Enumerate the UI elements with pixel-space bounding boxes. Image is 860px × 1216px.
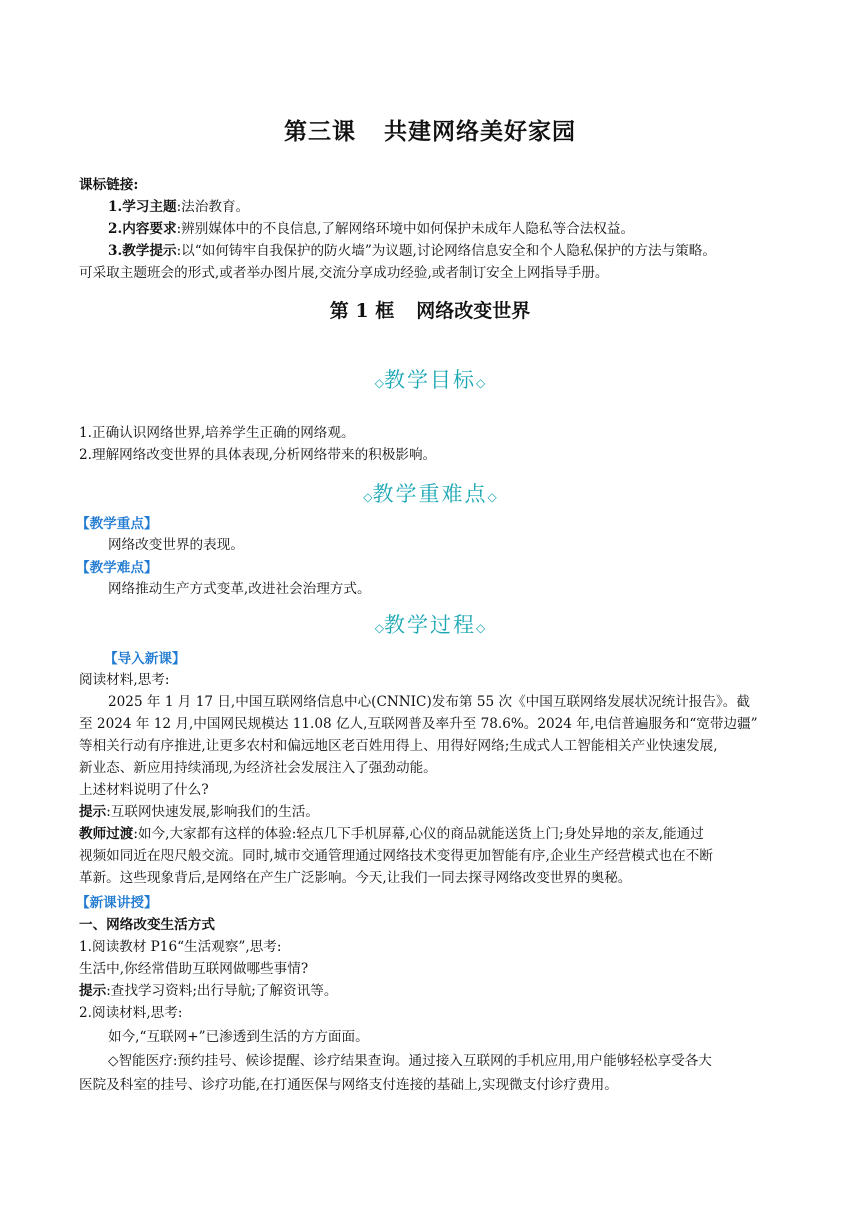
- diamond-icon: ◇: [374, 621, 384, 635]
- material-2-line: ◇智能医疗:预约挂号、候诊提醒、诊疗结果查询。通过接入互联网的手机应用,用户能够轻松享受各大: [108, 1053, 712, 1069]
- goal-item: 1.正确认识网络世界,培养学生正确的网络观。: [79, 425, 355, 441]
- lesson-title: [0, 113, 860, 146]
- read-prompt: 阅读材料,思考:: [79, 672, 170, 688]
- hint: 提示:互联网快速发展,影响我们的生活。: [79, 804, 319, 820]
- diamond-icon: ◇: [476, 376, 486, 390]
- standards-item-3: 3.教学提示:以“如何铸牢自我保护的防火墙”为议题,讨论网络信息安全和个人隐私保护的方法与策略。: [108, 243, 716, 259]
- question: 上述材料说明了什么?: [79, 782, 209, 798]
- difficulty-tag: 【教学难点】: [76, 560, 158, 576]
- material-2-line: 医院及科室的挂号、诊疗功能,在打通医保与网络支付连接的基础上,实现微支付诊疗费用。: [79, 1077, 618, 1093]
- material-line: 至 2024 年 12 月,中国网民规模达 11.08 亿人,互联网普及率升至 78.6%。2024 年,电信普遍服务和“宽带边疆”: [79, 716, 758, 732]
- hint-2: 提示:查找学习资料;出行导航;了解资讯等。: [79, 983, 338, 999]
- frame-number: 第 1 框: [329, 300, 395, 322]
- new-lesson-tag: 【新课讲授】: [76, 895, 158, 911]
- focus-text: 网络改变世界的表现。: [108, 537, 244, 553]
- goal-item: 2.理解网络改变世界的具体表现,分析网络带来的积极影响。: [79, 447, 437, 463]
- diamond-icon: ◇: [374, 376, 384, 390]
- difficulty-text: 网络推动生产方式变革,改进社会治理方式。: [108, 581, 371, 597]
- standards-item-3-cont: 可采取主题班会的形式,或者举办图片展,交流分享成功经验,或者制订安全上网指导手册。: [79, 265, 609, 281]
- lesson-title-name: 共建网络美好家园: [384, 118, 576, 145]
- standards-item-2: 2.内容要求:辨别媒体中的不良信息,了解网络环境中如何保护未成年人隐私等合法权益。: [108, 221, 635, 237]
- frame-title: [0, 296, 860, 323]
- question-1: 1.阅读教材 P16“生活观察”,思考:: [79, 939, 282, 955]
- transition-line: 视频如同近在咫尺般交流。同时,城市交通管理通过网络技术变得更加智能有序,企业生产经营模式也在不断: [79, 848, 713, 864]
- teacher-transition: 教师过渡:如今,大家都有这样的体验:轻点几下手机屏幕,心仪的商品就能送货上门;身处异地的亲友,能通过: [79, 826, 704, 842]
- focus-tag: 【教学重点】: [76, 516, 158, 532]
- standards-item-1: 1.学习主题:法治教育。: [108, 199, 250, 215]
- diamond-icon: ◇: [476, 621, 486, 635]
- question-1-sub: 生活中,你经常借助互联网做哪些事情?: [79, 961, 309, 977]
- material-line: 2025 年 1 月 17 日,中国互联网络信息中心(CNNIC)发布第 55 次《中国互联网络发展状况统计报告》。截: [108, 694, 750, 710]
- diamond-icon: ◇: [363, 490, 373, 504]
- question-2: 2.阅读材料,思考:: [79, 1005, 183, 1021]
- standards-label: 课标链接:: [79, 177, 139, 193]
- diamond-icon: ◇: [487, 490, 497, 504]
- material-line: 等相关行动有序推进,让更多农村和偏远地区老百姓用得上、用得好网络;生成式人工智能相关产业快速发展,: [79, 738, 718, 754]
- material-line: 新业态、新应用持续涌现,为经济社会发展注入了强劲动能。: [79, 760, 437, 776]
- transition-line: 革新。这些现象背后,是网络在产生广泛影响。今天,让我们一同去探寻网络改变世界的奥秘。: [79, 870, 632, 886]
- intro-tag: 【导入新课】: [104, 651, 186, 667]
- section-heading-keypoints: ◇教学重难点◇: [363, 482, 497, 506]
- section-heading-goals: ◇教学目标◇: [374, 368, 486, 392]
- section-heading-process: ◇教学过程◇: [374, 613, 486, 637]
- frame-name: 网络改变世界: [416, 300, 531, 322]
- material-2-line: 如今,“互联网+”已渗透到生活的方方面面。: [108, 1029, 369, 1045]
- lesson-title-number: 第三课: [284, 118, 356, 145]
- heading-1: 一、网络改变生活方式: [79, 917, 215, 933]
